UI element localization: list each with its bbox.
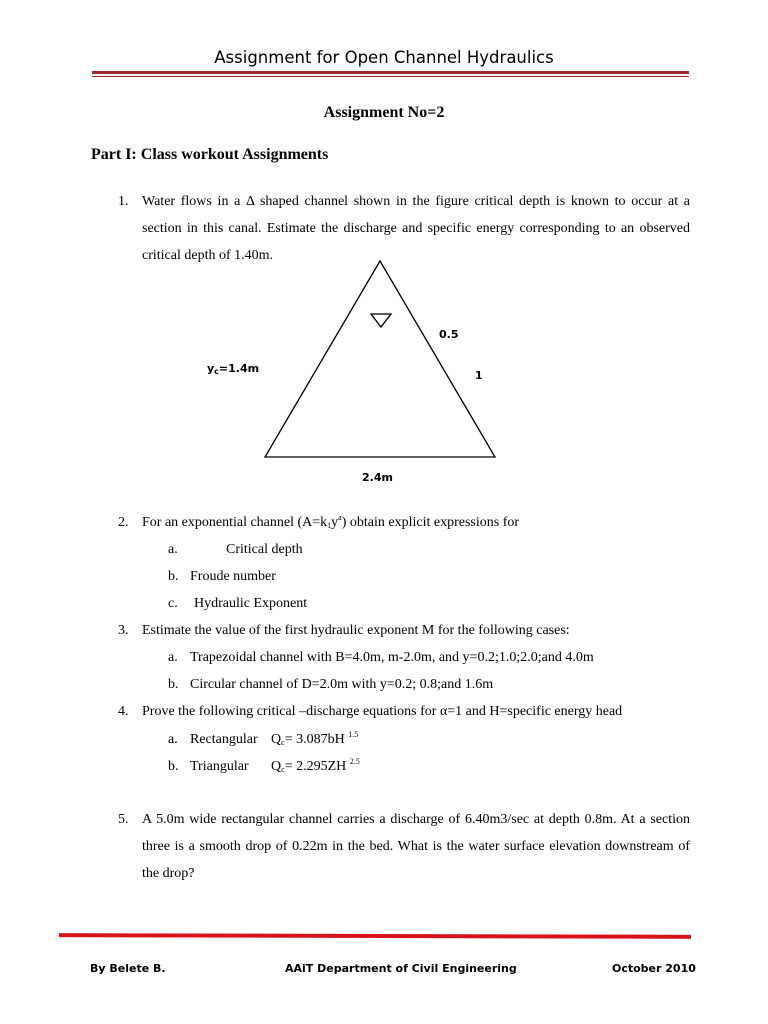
question-4a-letter: a. — [168, 732, 178, 747]
assignment-number: Assignment No=2 — [323, 104, 445, 121]
question-4-text: Prove the following critical –discharge equations for α=1 and H=specific energy head — [142, 704, 623, 719]
question-4b-label: Triangular — [190, 759, 249, 774]
side-slope-label-horizontal: 0.5 — [439, 328, 459, 341]
question-2a-text: Critical depth — [226, 542, 303, 557]
page-header-title: Assignment for Open Channel Hydraulics — [214, 48, 554, 67]
footer-rule — [59, 933, 691, 939]
question-4a-equation: $Q_c= 3.087bH$ $^{1.5}$ — [271, 730, 359, 747]
question-4a-label: Rectangular — [190, 732, 258, 747]
question-4b-letter: b. — [168, 759, 179, 774]
channel-triangle — [265, 261, 495, 457]
question-2a-letter: a. — [168, 542, 178, 557]
question-3b-text: Circular channel of D=2.0m with y=0.2; 0.8;and 1.6m — [190, 677, 494, 692]
side-slope-label-vertical: 1 — [475, 369, 483, 382]
question-1-text: Water flows in a Δ shaped channel shown in the figure critical depth is known to occur at a section in this canal. Estimate the discharge and specific energy corresponding to an observed critical depth of 1.40m. — [142, 194, 690, 263]
part-title: Part I: Class workout Assignments — [91, 146, 329, 163]
question-3-number: 3. — [118, 623, 129, 638]
question-2c-text: Hydraulic Exponent — [194, 596, 308, 611]
question-5-text: A 5.0m wide rectangular channel carries a discharge of 6.40m3/sec at depth 0.8m. At a section three is a smooth drop of 0.22m in the bed. What is the water surface elevation downstream of the drop? — [142, 812, 690, 881]
triangle-channel-figure — [250, 255, 510, 470]
header-rule — [92, 71, 689, 74]
question-1-number: 1. — [118, 194, 129, 209]
footer-author: By Belete B. — [90, 962, 166, 975]
question-2-number: 2. — [118, 515, 129, 530]
question-2c-letter: c. — [168, 596, 178, 611]
question-3b-letter: b. — [168, 677, 179, 692]
question-4b-equation: $Q_c= 2.295ZH$ $^{2.5}$ — [271, 757, 360, 774]
base-width-label: 2.4m — [362, 471, 393, 484]
footer-date: October 2010 — [612, 962, 696, 975]
critical-depth-label: $y_c=1.4m$ — [207, 362, 260, 376]
question-2-text: For an exponential channel $(A=k_1y^a)$ obtain explicit expressions for — [142, 513, 520, 530]
question-5-number: 5. — [118, 812, 129, 827]
header-rule-thin — [92, 76, 689, 77]
water-surface-symbol-icon — [371, 314, 391, 327]
footer-department: AAiT Department of Civil Engineering — [285, 962, 517, 975]
question-2b-text: Froude number — [190, 569, 276, 584]
question-3a-text: Trapezoidal channel with B=4.0m, m-2.0m, and y=0.2;1.0;2.0;and 4.0m — [190, 650, 594, 665]
question-4-number: 4. — [118, 704, 129, 719]
question-2b-letter: b. — [168, 569, 179, 584]
question-3-text: Estimate the value of the first hydraulic exponent M for the following cases: — [142, 623, 570, 638]
question-3a-letter: a. — [168, 650, 178, 665]
